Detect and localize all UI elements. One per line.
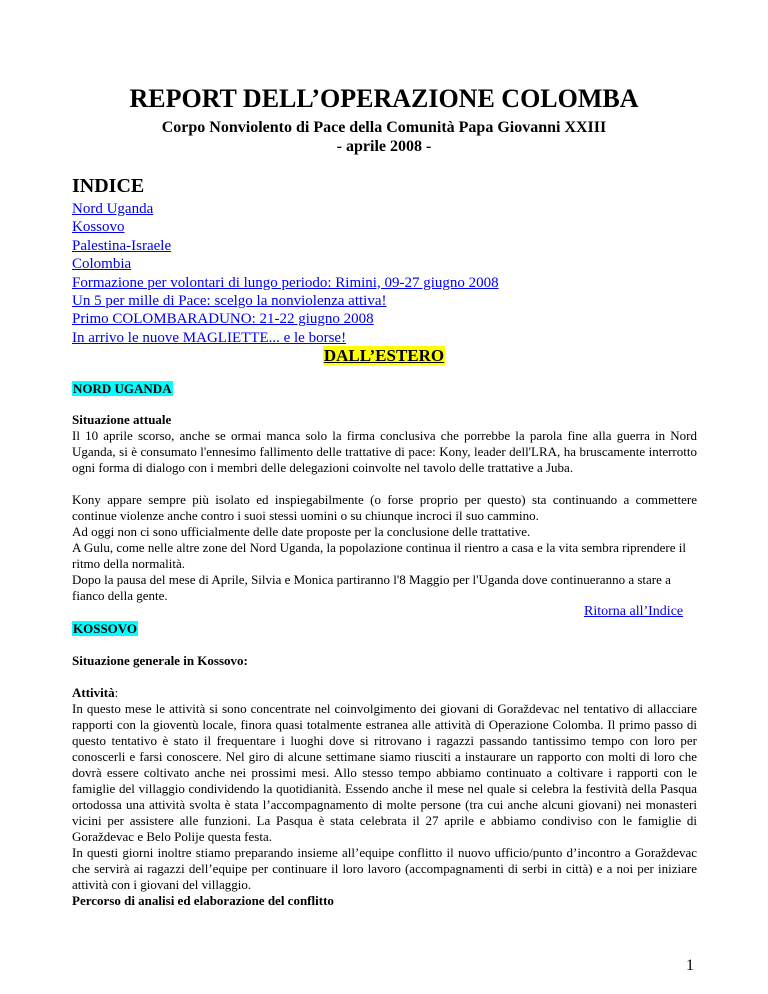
kossovo-activity-heading [72, 685, 118, 700]
nord-uganda-label: NORD UGANDA [73, 381, 172, 396]
document-subtitle: Corpo Nonviolento di Pace della Comunità Papa Giovanni XXIII [161, 119, 607, 136]
page-number: 1 [686, 957, 694, 974]
index-link-magliette[interactable]: In arrivo le nuove MAGLIETTE... e le borse! [72, 329, 347, 346]
nord-uganda-paragraph: Il 10 aprile scorso, anche se ormai manca solo la firma conclusiva che porrebbe la parola fine alla guerra in Nord Uganda, si è consumato l'ennesimo fallimento delle trattative di pace: Kony, leader dell'LRA, ha bruscamente interrotto ogni forma di dialogo con i membri delle delegazioni coinvolte nel tavolo delle trattative a Juba. [72, 428, 697, 475]
index-item [72, 237, 499, 255]
document-date: - aprile 2008 - [336, 138, 432, 155]
section-heading-wrapper [0, 345, 768, 366]
index-link-nord-uganda[interactable]: Nord Uganda [72, 201, 154, 217]
index-item [72, 218, 499, 236]
kossovo-label: KOSSOVO [73, 621, 138, 636]
index-link-formazione[interactable]: Formazione per volontari di lungo periodo: Rimini, 09-27 giugno 2008 [72, 274, 499, 291]
kossovo-subheading: Situazione generale in Kossovo: [72, 653, 248, 668]
index-item [72, 200, 499, 218]
kossovo-paragraph: In questo mese le attività si sono concentrate nel coinvolgimento dei giovani di Goraždevac nel tentativo di allacciare rapporti con la gioventù locale, finora quasi totalmente estranea alle attività di Operazione Colomba. Il primo passo di questo tentativo è stato il frequentare i luoghi dove si ritrovano i ragazzi passando tantissimo tempo con loro per conoscerli e farsi conoscere. Nel giro di alcune settimane siamo riusciti a instaurare un rapporto con molti di loro che dovrà essere coltivato anche nei prossimi mesi. Allo stesso tempo abbiamo continuato a coltivare i rapporti con le famiglie del villaggio condividendo la quotidianità. Essendo anche il mese nel quale si celebra la festività della Pasqua ortodossa una attività svolta è stata l’accompagnamento di molte persone (tra cui anche alcuni giovani) nei monasteri vicini per assistere alle funzioni. La Pasqua è stata celebrata il 27 aprile e abbiamo condiviso con le famiglie di Goraždevac e Belo Polije questa festa. [72, 701, 697, 844]
kossovo-paragraph: In questi giorni inoltre stiamo preparando insieme all’equipe conflitto il nuovo ufficio/punto d’incontro a Goraždevac che servirà ai ragazzi dell’equipe per continuare il loro lavoro (accompagnamenti di serbi in città) e a noi per iniziare attività con i giovani del villaggio. [72, 845, 697, 892]
section-heading: DALL’ESTERO [323, 346, 445, 365]
index-item [72, 292, 499, 310]
index-link-palestina-israele[interactable]: Palestina-Israele [72, 237, 172, 254]
index-item [72, 310, 499, 328]
nord-uganda-paragraph: Ad oggi non ci sono ufficialmente delle date proposte per la conclusione delle trattative. [72, 524, 531, 539]
back-to-index-link[interactable]: Ritorna all’Indice [584, 604, 684, 619]
document-title: REPORT DELL’OPERAZIONE COLOMBA [129, 84, 639, 113]
index-link-kossovo[interactable]: Kossovo [72, 219, 125, 236]
kossovo-analysis-heading: Percorso di analisi ed elaborazione del conflitto [72, 893, 334, 908]
index-item [72, 274, 499, 292]
nord-uganda-paragraph: A Gulu, come nelle altre zone del Nord Uganda, la popolazione continua il rientro a casa e la vita sembra riprendere il ritmo della normalità. [72, 540, 687, 571]
index-heading: INDICE [72, 175, 145, 197]
index-link-5-per-mille[interactable]: Un 5 per mille di Pace: scelgo la nonviolenza attiva! [72, 293, 387, 310]
index-item [72, 255, 499, 273]
activity-colon: : [114, 685, 119, 700]
nord-uganda-paragraph: Dopo la pausa del mese di Aprile, Silvia e Monica partiranno l'8 Maggio per l'Uganda dove continueranno a stare a fianco della gente. [72, 572, 671, 603]
index-link-colombia[interactable]: Colombia [72, 256, 132, 273]
nord-uganda-subheading: Situazione attuale [72, 412, 172, 427]
index-list [72, 200, 499, 347]
activity-label: Attività [72, 685, 115, 700]
index-link-colombaraduno[interactable]: Primo COLOMBARADUNO: 21-22 giugno 2008 [72, 311, 374, 328]
nord-uganda-paragraph: Kony appare sempre più isolato ed inspiegabilmente (o forse proprio per questo) sta continuando a commettere continue violenze anche contro i suoi stessi uomini o su chiunque incroci il suo cammino. [72, 492, 697, 523]
